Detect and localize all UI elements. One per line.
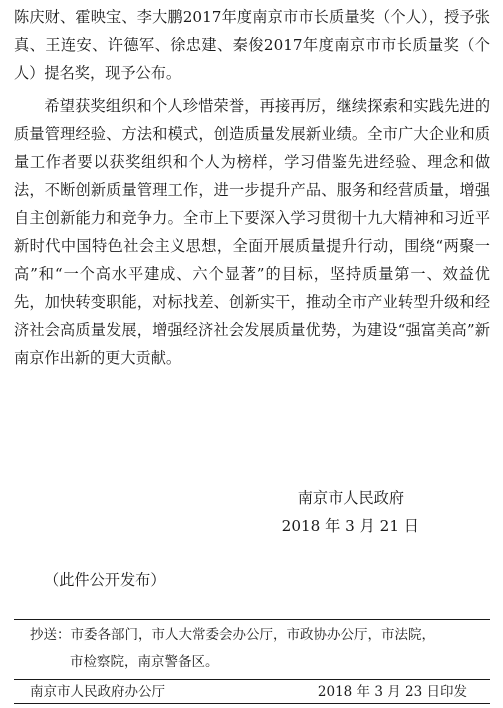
divider-bottom xyxy=(14,703,490,704)
cc-line-2: 市检察院，南京警备区。 xyxy=(70,654,219,670)
public-release-note: （此件公开发布） xyxy=(44,571,166,589)
footer-print-date: 2018 年 3 月 23 日印发 xyxy=(317,684,467,700)
cc-block xyxy=(30,622,480,676)
signature-date: 2018 年 3 月 21 日 xyxy=(281,517,419,535)
body-paragraph-1: 陈庆财、霍映宝、李大鹏2017年度南京市市长质量奖（个人），授予张真、王连安、许德军、徐忠建、秦俊2017年度南京市市长质量奖（个人）提名奖，现予公布。 xyxy=(14,8,490,82)
body-paragraph-2: 希望获奖组织和个人珍惜荣誉，再接再厉，继续探索和实践先进的质量管理经验、方法和模式，创造质量发展新业绩。全市广大企业和质量工作者要以获奖组织和个人为榜样，学习借鉴先进经验、理念和做法，不断创新质量管理工作，进一步提升产品、服务和经营质量，增强自主创新能力和竞争力。全市上下要深入学习贯彻十九大精神和习近平新时代中国特色社会主义思想，全面开展质量提升行动，围绕“两聚一高”和“一个高水平建成、六个显著”的目标，坚持质量第一、效益优先，加快转变职能，对标找差、创新实干，推动全市产业转型升级和经济社会高质量发展，增强经济社会发展质量优势，为建设“强富美高”新南京作出新的更大贡献。 xyxy=(14,97,490,367)
divider-top xyxy=(14,619,490,620)
cc-line-1: 抄送：市委各部门，市人大常委会办公厅，市政协办公厅，市法院， xyxy=(30,627,435,643)
signature-organization: 南京市人民政府 xyxy=(297,489,404,507)
footer-issuer: 南京市人民政府办公厅 xyxy=(30,684,165,700)
divider-middle xyxy=(14,679,490,680)
